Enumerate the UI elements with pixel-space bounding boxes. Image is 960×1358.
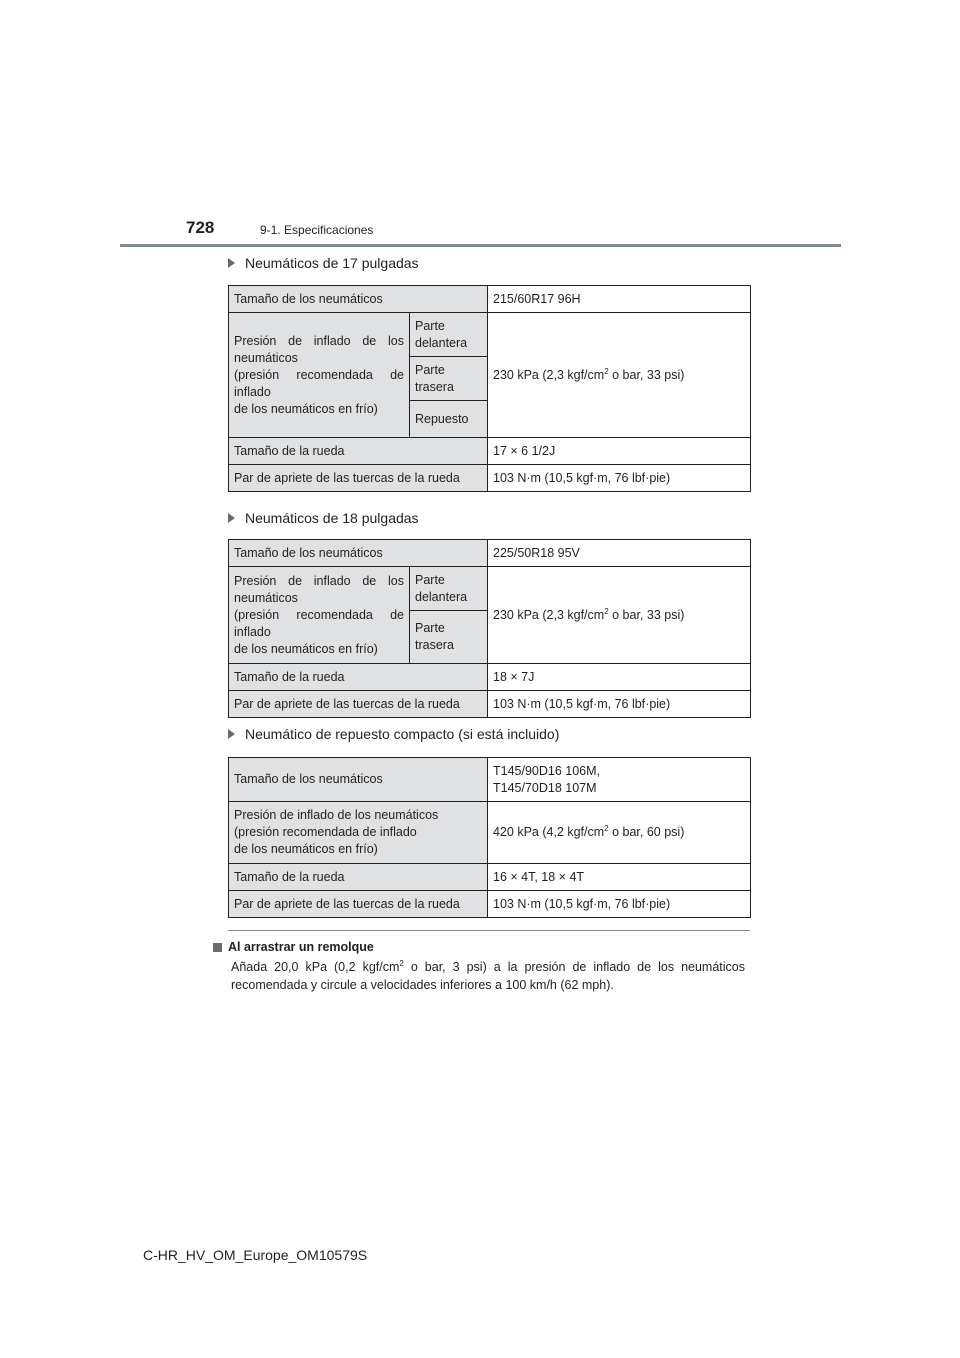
arrow-bullet-icon xyxy=(228,513,235,523)
section-divider xyxy=(228,930,750,931)
pressure-label: Presión de inflado de los neumáticos (presión recomendada de inflado de los neumáticos en frío) xyxy=(229,802,488,864)
wheel-size-value: 17 × 6 1/2J xyxy=(488,438,751,465)
torque-label: Par de apriete de las tuercas de la rueda xyxy=(229,891,488,918)
wheel-size-label: Tamaño de la rueda xyxy=(229,664,488,691)
pressure-label: Presión de inflado de los neumáticos (presión recomendada de inflado de los neumáticos en frío) xyxy=(229,313,410,438)
wheel-size-value: 16 × 4T, 18 × 4T xyxy=(488,864,751,891)
tire-size-value: 225/50R18 95V xyxy=(488,540,751,567)
torque-label: Par de apriete de las tuercas de la rueda xyxy=(229,465,488,492)
arrow-bullet-icon xyxy=(228,729,235,739)
position-rear: Parte trasera xyxy=(410,611,488,664)
subsection-title: Neumáticos de 17 pulgadas xyxy=(245,255,419,271)
tire-size-label: Tamaño de los neumáticos xyxy=(229,286,488,313)
torque-value: 103 N·m (10,5 kgf·m, 76 lbf·pie) xyxy=(488,465,751,492)
wheel-size-label: Tamaño de la rueda xyxy=(229,438,488,465)
square-bullet-icon xyxy=(213,943,222,952)
arrow-bullet-icon xyxy=(228,258,235,268)
position-rear: Parte trasera xyxy=(410,357,488,401)
section-heading: 9-1. Especificaciones xyxy=(260,223,374,237)
wheel-size-label: Tamaño de la rueda xyxy=(229,864,488,891)
spec-table-17-inch xyxy=(228,285,751,492)
spec-table-compact-spare xyxy=(228,757,751,918)
position-spare: Repuesto xyxy=(410,401,488,438)
spec-table-18-inch xyxy=(228,539,751,718)
torque-label: Par de apriete de las tuercas de la rueda xyxy=(229,691,488,718)
wheel-size-value: 18 × 7J xyxy=(488,664,751,691)
subsection-title: Neumático de repuesto compacto (si está incluido) xyxy=(245,726,560,742)
subsection-compact-spare xyxy=(224,726,559,742)
tire-size-value: 215/60R17 96H xyxy=(488,286,751,313)
header-rule xyxy=(120,244,841,247)
page-number: 728 xyxy=(186,218,215,237)
subsection-title: Neumáticos de 18 pulgadas xyxy=(245,510,419,526)
note-heading xyxy=(213,940,374,954)
position-front: Parte delantera xyxy=(410,313,488,357)
tire-size-value: T145/90D16 106M, T145/70D18 107M xyxy=(488,758,751,802)
pressure-value: 230 kPa (2,3 kgf/$cm^2$ o bar, 33 psi) xyxy=(488,313,751,438)
footer-doc-id: C-HR_HV_OM_Europe_OM10579S xyxy=(143,1247,368,1263)
torque-value: 103 N·m (10,5 kgf·m, 76 lbf·pie) xyxy=(488,891,751,918)
torque-value: 103 N·m (10,5 kgf·m, 76 lbf·pie) xyxy=(488,691,751,718)
pressure-label: Presión de inflado de los neumáticos (presión recomendada de inflado de los neumáticos en frío) xyxy=(229,567,410,664)
pressure-value: 230 kPa (2,3 kgf/$cm^2$ o bar, 33 psi) xyxy=(488,567,751,664)
note-title: Al arrastrar un remolque xyxy=(228,940,374,954)
subsection-18-inch xyxy=(224,510,419,526)
note-body: Añada 20,0 kPa (0,2 kgf/$cm^2$ o bar, 3 psi) a la presión de inflado de los neumáticos recomendada y circule a velocidades inferiores a 100 km/h (62 mph). xyxy=(231,958,745,992)
pressure-value: 420 kPa (4,2 kgf/$cm^2$ o bar, 60 psi) xyxy=(488,802,751,864)
tire-size-label: Tamaño de los neumáticos xyxy=(229,758,488,802)
position-front: Parte delantera xyxy=(410,567,488,611)
subsection-17-inch xyxy=(224,255,419,271)
tire-size-label: Tamaño de los neumáticos xyxy=(229,540,488,567)
